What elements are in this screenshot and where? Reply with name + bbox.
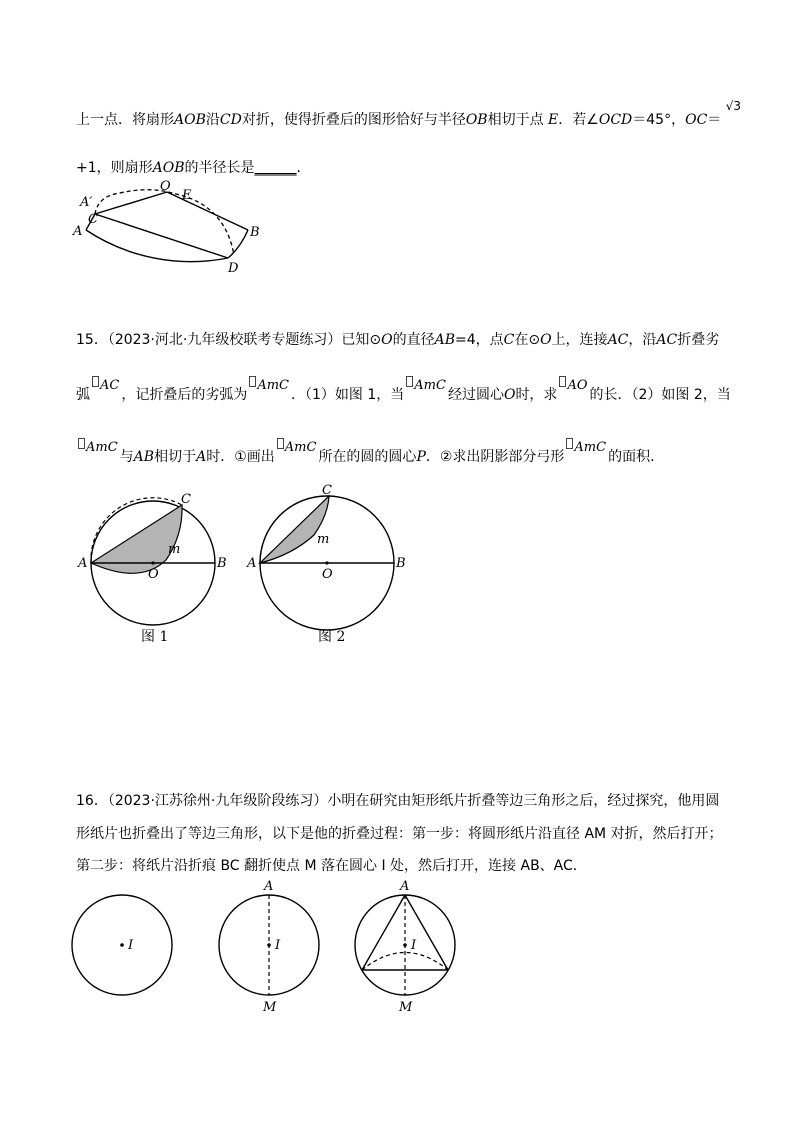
var-c: C	[503, 332, 515, 348]
text: 所在的圆的圆心	[318, 449, 417, 465]
label-b: B	[250, 225, 260, 240]
text: 的面积．	[608, 449, 665, 465]
text: 经过圆心	[447, 387, 504, 403]
var-ac: AC	[656, 332, 678, 348]
var-ob: OB	[465, 112, 488, 128]
label-m: m	[317, 532, 330, 547]
text: ，沿	[628, 332, 657, 348]
label-m: M	[399, 1000, 413, 1015]
arc-label: AO	[567, 378, 588, 393]
label-m: M	[263, 1000, 277, 1015]
text: ．	[296, 160, 311, 176]
label-o: O	[322, 567, 333, 582]
var-oc: OC	[685, 112, 708, 128]
q16-figure-2	[219, 879, 319, 1015]
segment-ac	[405, 895, 448, 970]
text: 折叠劣	[677, 332, 720, 348]
text: 时．①画出	[206, 449, 275, 465]
text: 相切于点	[487, 112, 544, 128]
text: 的半径长是	[184, 160, 255, 176]
label-c: C	[322, 483, 332, 498]
text: 与	[119, 449, 134, 465]
sqrt-three: √3	[725, 99, 742, 113]
text: ．若∠	[558, 112, 599, 128]
arc-label: AmC	[414, 378, 446, 393]
text: ．（1）如图 1，当	[291, 387, 405, 403]
var-aob: AOB	[174, 112, 206, 128]
label-c: C	[181, 492, 191, 507]
label-d: D	[228, 261, 239, 276]
center-dot	[403, 943, 407, 947]
question-number: 16．	[76, 793, 108, 809]
var-o: O	[503, 387, 516, 403]
label-i: I	[128, 938, 134, 953]
var-ac: AC	[607, 332, 629, 348]
q16-figure-1	[72, 895, 172, 995]
center-dot	[120, 943, 124, 947]
var-o: O	[540, 332, 552, 348]
arc-label: AC	[100, 378, 120, 393]
text: 时，求	[515, 387, 558, 403]
caption-fig-1: 图 1	[141, 629, 169, 645]
text: 上一点．将扇形	[76, 112, 174, 128]
var-ocd: OCD	[598, 112, 633, 128]
var-cd: CD	[219, 112, 242, 128]
arc-label: AmC	[257, 378, 290, 393]
label-a: A	[264, 879, 274, 894]
label-i: I	[275, 938, 281, 953]
label-a: A	[73, 224, 83, 239]
text: 形纸片也折叠出了等边三角形，以下是他的折叠过程：第一步：将圆形纸片沿直径 AM 对折，然后打开；	[76, 826, 723, 842]
arc-label: AmC	[86, 440, 118, 455]
text: 上，连接	[551, 332, 608, 348]
var-a: A	[196, 449, 207, 465]
var-ab: AB	[434, 332, 455, 348]
center-dot	[267, 943, 271, 947]
arc-label: AmC	[574, 440, 607, 455]
label-i: I	[411, 938, 417, 953]
text: 弧	[76, 387, 90, 403]
label-e: E	[182, 188, 192, 203]
text: 在⊙	[514, 332, 541, 348]
question-source: （2023·河北·九年级校联考专题练习）	[107, 332, 342, 348]
text: 的长．（2）如图 2，当	[589, 387, 731, 403]
var-ab: AB	[133, 449, 155, 465]
text: ，记折叠后的劣弧为	[121, 387, 248, 403]
segment-ab	[362, 895, 405, 970]
label-a: A	[247, 556, 257, 571]
text: =4，点	[454, 332, 504, 348]
var-e: E	[548, 112, 559, 128]
label-c: C	[88, 212, 98, 227]
q16-figure-3	[355, 879, 455, 1015]
answer-blank: ______	[254, 160, 297, 176]
text: 的直径	[392, 332, 435, 348]
label-m: m	[168, 542, 181, 557]
label-o: O	[148, 567, 159, 582]
question-source: （2023·江苏徐州·九年级阶段练习）	[107, 793, 328, 809]
var-o: O	[381, 332, 393, 348]
question-number: 15．	[76, 332, 108, 348]
text: +1，则扇形	[76, 160, 153, 176]
arc-label: AmC	[284, 440, 317, 455]
caption-fig-2: 图 2	[318, 629, 346, 645]
text: ＝	[707, 112, 722, 128]
label-o: O	[160, 179, 171, 194]
text: 沿	[205, 112, 220, 128]
label-a-prime: A′	[80, 195, 93, 210]
text: ．②求出阴影部分弓形	[425, 449, 565, 465]
text: 相切于	[154, 449, 197, 465]
label-b: B	[396, 556, 406, 571]
text: 已知⊙	[341, 332, 382, 348]
text: 小明在研究由矩形纸片折叠等边三角形之后，经过探究，他用圆	[327, 793, 720, 809]
label-a: A	[78, 556, 88, 571]
text: 第二步：将纸片沿折痕 BC 翻折使点 M 落在圆心 I 处，然后打开，连接 AB、AC．	[76, 858, 587, 874]
text: 对折，使得折叠后的图形恰好与半径	[241, 112, 466, 128]
var-p: P	[416, 449, 426, 465]
label-a: A	[400, 879, 410, 894]
text: ＝45°，	[632, 112, 686, 128]
var-aob: AOB	[152, 160, 185, 176]
label-b: B	[217, 556, 227, 571]
